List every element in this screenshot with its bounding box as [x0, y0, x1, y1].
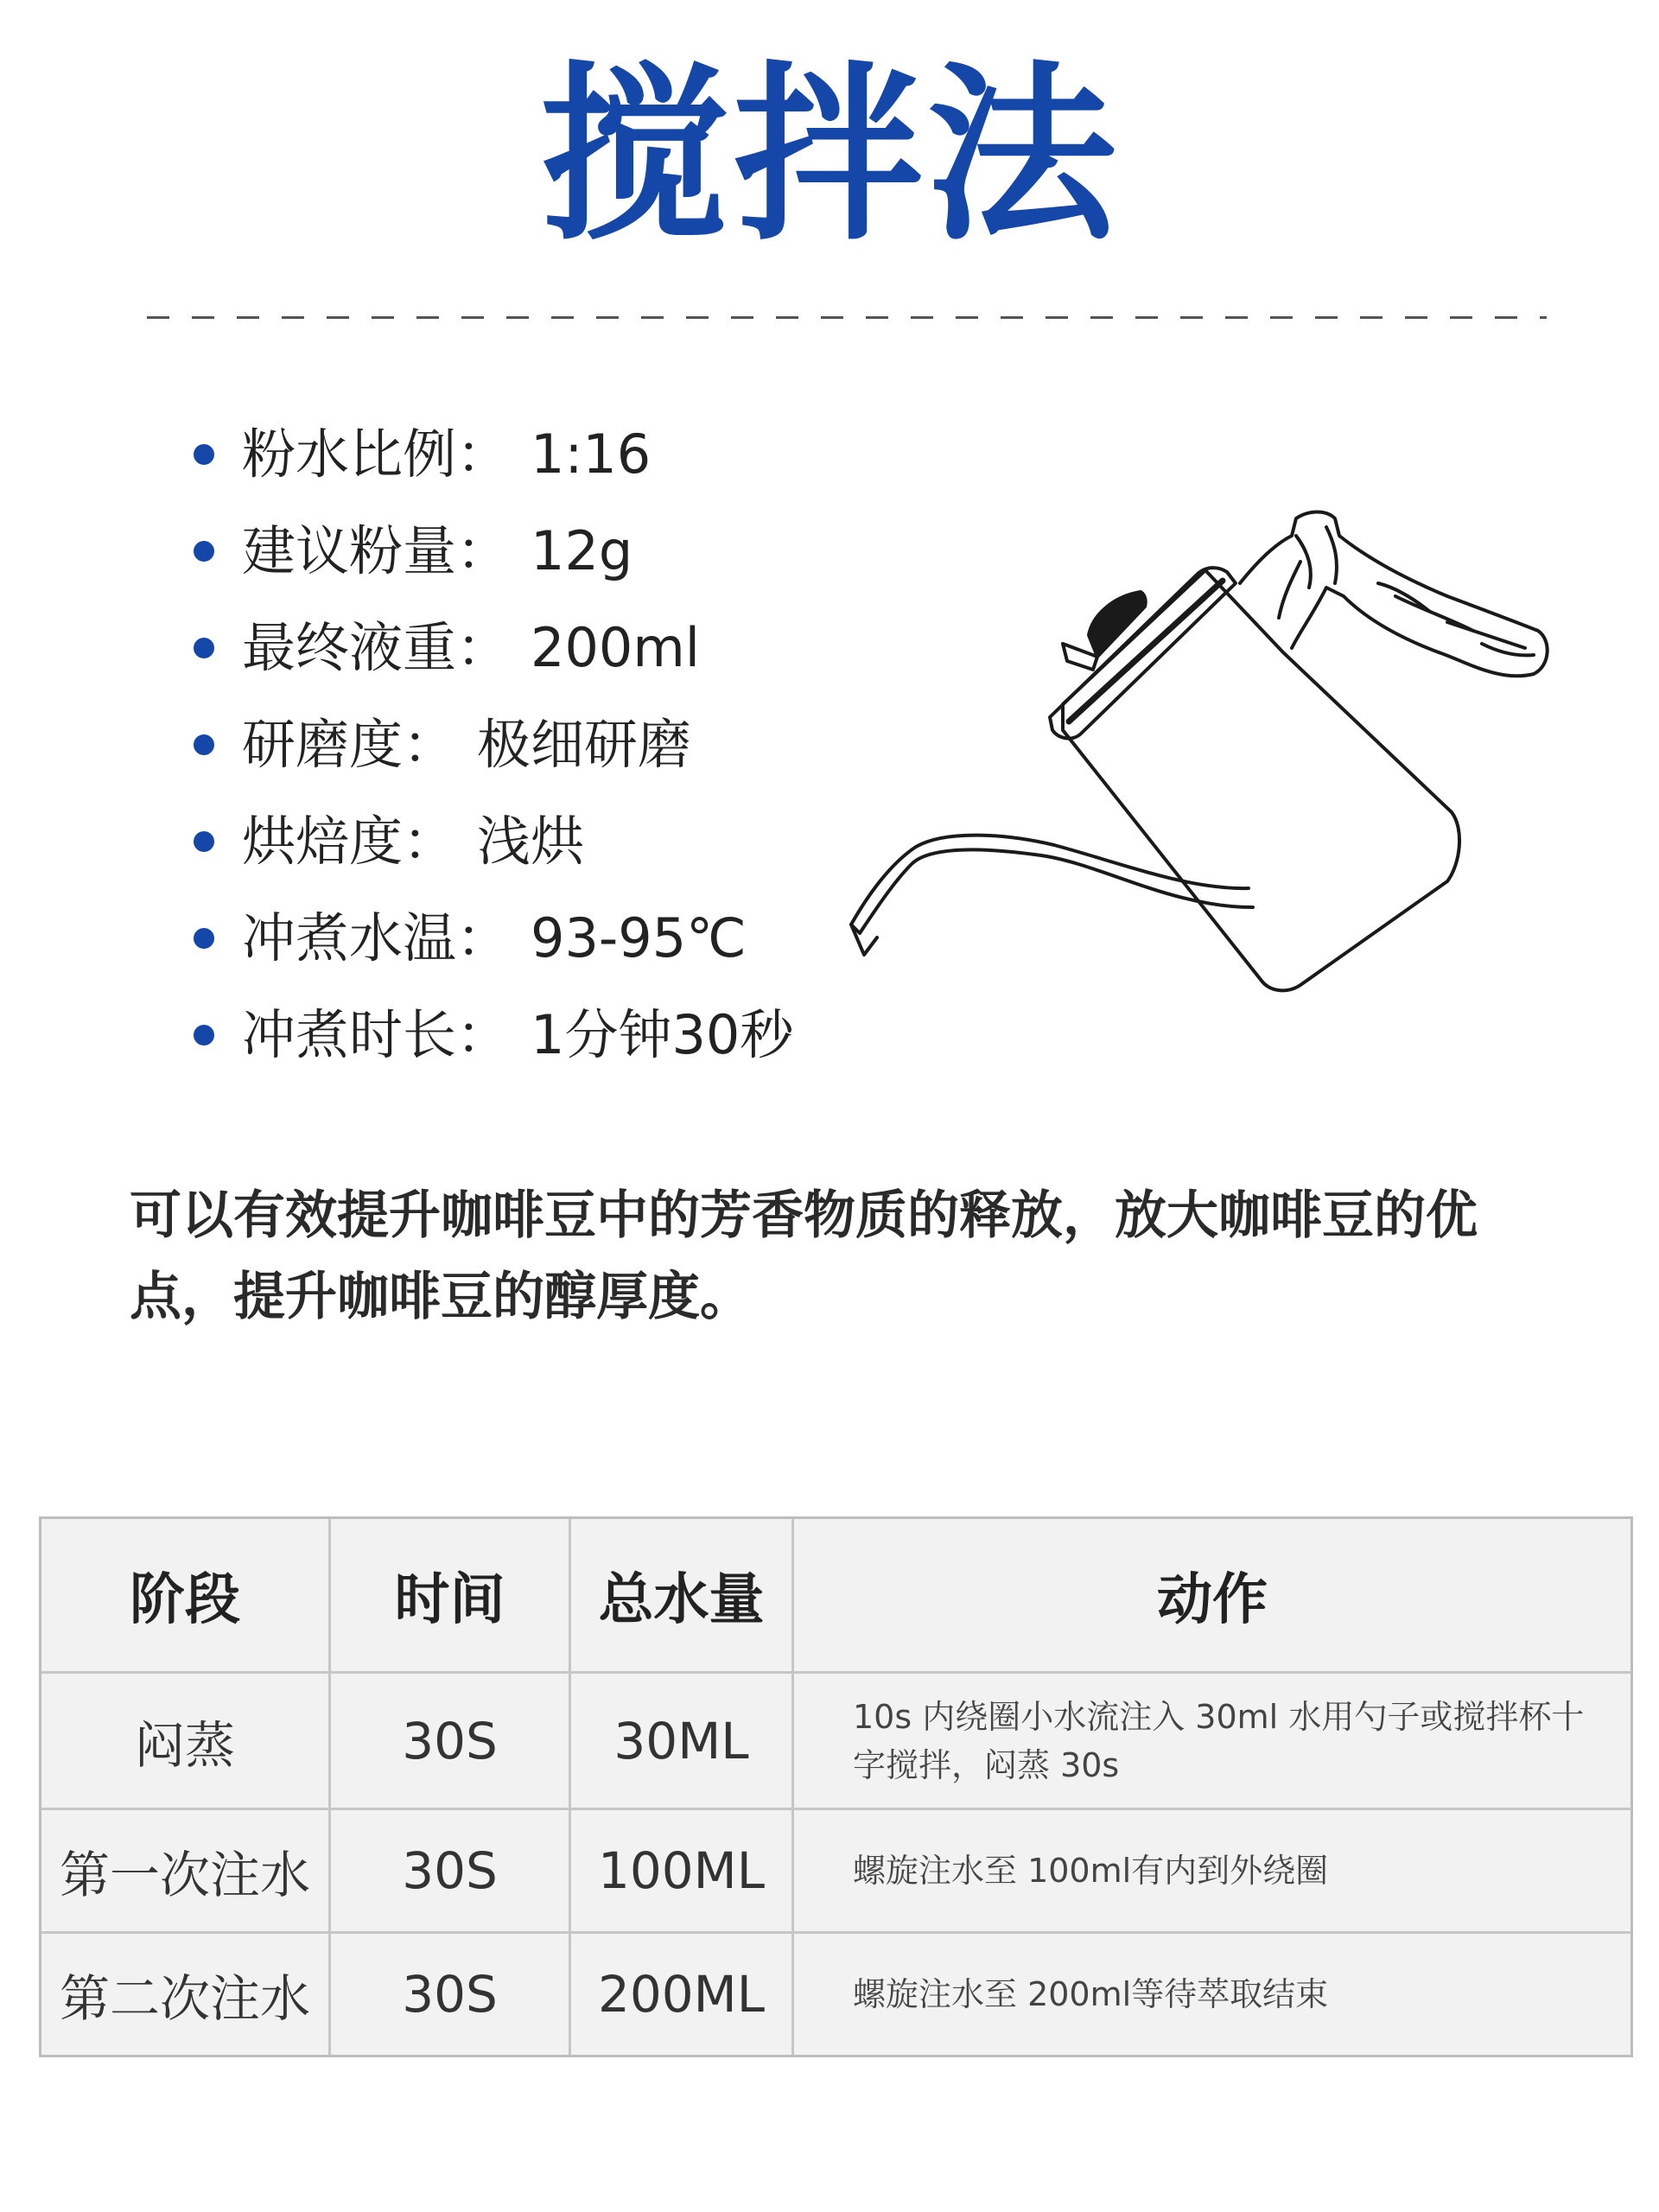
cell-total-water: 30ML: [569, 1674, 791, 1808]
cell-time: 30S: [328, 1810, 569, 1931]
param-value: 1:16: [531, 423, 652, 486]
param-label: 粉水比例：: [242, 423, 511, 486]
param-water-temp: [190, 890, 847, 987]
param-value: 极细研磨: [477, 713, 692, 776]
param-value: 12g: [531, 519, 633, 582]
bullet-dot-icon: [194, 1025, 214, 1046]
param-label: 研磨度：: [242, 713, 457, 776]
param-brew-time: [190, 987, 847, 1084]
param-value: 浅烘: [477, 810, 585, 873]
param-value: 200ml: [531, 616, 700, 679]
param-yield: [190, 600, 847, 696]
gooseneck-kettle-illustration: [842, 501, 1577, 1011]
page-title: 搅拌法: [538, 45, 1120, 266]
param-label: 最终液重：: [242, 616, 511, 679]
header-stage: 阶段: [130, 1568, 240, 1632]
bullet-dot-icon: [194, 541, 214, 562]
cell-total-water: 100ML: [569, 1810, 791, 1931]
brew-steps-table: [39, 1516, 1633, 2057]
brew-parameters-list: [190, 406, 847, 1084]
bullet-dot-icon: [194, 638, 214, 658]
header-action: 动作: [791, 1519, 1630, 1671]
bullet-dot-icon: [194, 831, 214, 852]
param-ratio: [190, 406, 847, 503]
cell-total-water: 200ML: [569, 1934, 791, 2055]
bullet-dot-icon: [194, 734, 214, 755]
table-header-row: [41, 1519, 1630, 1671]
param-roast: [190, 793, 847, 890]
param-grind: [190, 696, 847, 793]
bullet-dot-icon: [194, 928, 214, 949]
param-value: 93-95℃: [531, 906, 747, 969]
param-label: 冲煮水温：: [242, 906, 511, 969]
param-label: 冲煮时长：: [242, 1003, 511, 1066]
cell-stage: 第一次注水: [59, 1846, 310, 1904]
param-value: 1分钟30秒: [531, 1003, 794, 1066]
table-row: [41, 1931, 1630, 2055]
cell-action: 螺旋注水至 200ml等待萃取结束: [791, 1934, 1630, 2055]
method-description: 可以有效提升咖啡豆中的芳香物质的释放，放大咖啡豆的优点，提升咖啡豆的醇厚度。: [130, 1185, 1478, 1327]
table-row: [41, 1671, 1630, 1808]
header-time: 时间: [328, 1519, 569, 1671]
cell-time: 30S: [328, 1674, 569, 1808]
table-row: [41, 1808, 1630, 1931]
cell-time: 30S: [328, 1934, 569, 2055]
header-total-water: 总水量: [569, 1519, 791, 1671]
cell-stage: 第二次注水: [59, 1969, 310, 2028]
param-label: 建议粉量：: [242, 519, 511, 582]
cell-action: 10s 内绕圈小水流注入 30ml 水用勺子或搅拌杯十字搅拌，闷蒸 30s: [791, 1674, 1630, 1808]
cell-action: 螺旋注水至 100ml有内到外绕圈: [791, 1810, 1630, 1931]
param-dose: [190, 503, 847, 600]
dashed-divider: [147, 316, 1547, 319]
cell-stage: 闷蒸: [134, 1715, 235, 1775]
bullet-dot-icon: [194, 444, 214, 465]
param-label: 烘焙度：: [242, 810, 457, 873]
